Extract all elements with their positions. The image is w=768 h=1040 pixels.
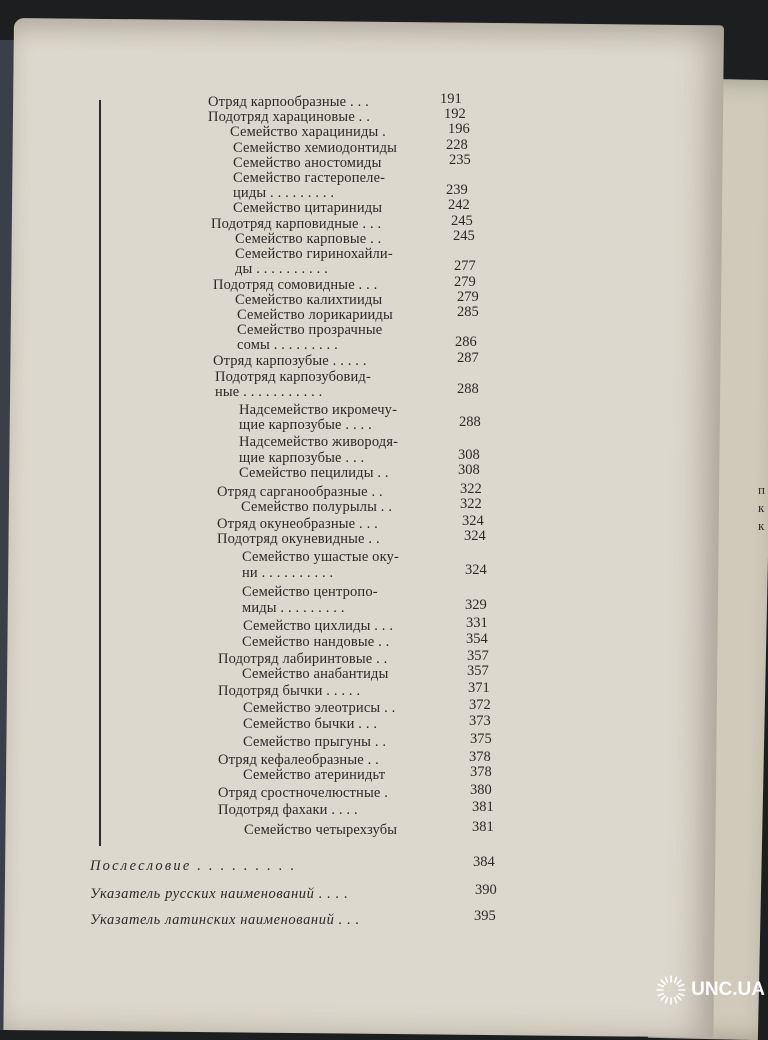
toc-page-number: 331 [466,615,488,631]
toc-entry: щие карпозубые . . . . [239,417,372,433]
toc-page-number: 322 [460,481,482,497]
toc-entry: Семейство карповые . . [235,231,382,247]
toc-page-number: 372 [469,697,491,713]
toc-entry: Подотряд сомовидные . . . [213,277,378,293]
toc-page-number: 381 [472,819,494,835]
toc-entry: Семейство центропо- [242,584,378,600]
toc-page-number: 287 [457,350,479,366]
toc-page-number: 288 [457,381,479,397]
toc-entry: Семейство элеотрисы . . [243,700,396,716]
toc-entry: Отряд окунеобразные . . . [217,516,378,532]
toc-page-number: 378 [470,764,492,780]
toc-entry: Семейство нандовые . . [242,634,390,650]
toc-page-number: 308 [458,447,480,463]
toc-page-number: 375 [470,731,492,747]
toc-entry: сомы . . . . . . . . . [237,337,338,353]
toc-entry: Семейство аностомиды [233,155,382,171]
toc-page-number: 245 [451,213,473,229]
facing-page-fragment: к [758,500,765,515]
toc-page-number: 192 [444,106,466,122]
facing-page-fragment: к [758,518,765,533]
appendix-entry: Послесловие . . . . . . . . . [90,858,297,874]
appendix-entry: Указатель русских наименований . . . . [90,886,349,902]
toc-page-number: 378 [469,749,491,765]
toc-entry: ные . . . . . . . . . . . [215,384,323,400]
toc-entry: Семейство лорикарииды [237,307,393,323]
toc-entry: Семейство полурылы . . [241,499,393,515]
toc-entry: Семейство пецилиды . . [239,465,389,481]
toc-page-number: 239 [446,182,468,198]
toc-page-number: 228 [446,137,468,153]
toc-entry: Семейство прыгуны . . [243,734,387,750]
toc-entry: Семейство цихлиды . . . [243,618,394,634]
toc-entry: Семейство четырехзубы [244,822,398,838]
toc-entry: Семейство анабантиды [242,666,389,682]
toc-entry: щие карпозубые . . . [239,450,365,466]
toc-entry: Семейство атеринидьт [243,767,386,783]
toc-entry: миды . . . . . . . . . [242,600,345,616]
toc-page-number: 288 [459,414,481,430]
toc-page-number: 285 [457,304,479,320]
toc-page-number: 357 [467,648,489,664]
toc-entry: Семейство гастеропеле- [233,170,386,186]
toc-page-number: 242 [448,197,470,213]
toc-entry: Семейство гиринохайли- [235,246,393,262]
toc-page-number: 354 [466,631,488,647]
toc-page-number: 196 [448,121,470,137]
toc-entry: Подотряд харациновые . . [208,109,371,125]
toc-entry: Семейство ушастые оку- [242,549,399,565]
toc-entry: Подотряд карпозубовид- [215,369,371,385]
appendix-page-number: 384 [473,854,495,870]
toc-entry: Отряд сарганообразные . . [217,484,383,500]
watermark-text: UNC.UA [691,979,765,1000]
toc-entry: циды . . . . . . . . . [233,185,335,201]
toc-page-number: 308 [458,462,480,478]
toc-entry: Отряд кефалеобразные . . [218,752,379,768]
toc-entry: Надсемейство икромечу- [239,402,398,418]
toc-page-number: 235 [449,152,471,168]
toc-entry: Семейство прозрачные [237,322,383,338]
toc-page-number: 279 [454,274,476,290]
toc-page-number: 357 [467,663,489,679]
toc-entry: ды . . . . . . . . . . [235,261,328,277]
toc-entry: Семейство харациниды . [230,124,386,140]
toc-page-number: 277 [454,258,476,274]
toc-entry: ни . . . . . . . . . . [242,565,334,581]
toc-page-number: 324 [465,562,487,578]
toc-entry: Семейство калихтииды [235,292,383,308]
toc-page-number: 322 [460,496,482,512]
toc-page-number: 286 [455,334,477,350]
toc-entry: Отряд карпообразные . . . [208,94,369,110]
toc-page-number: 371 [468,680,490,696]
toc-page-number: 373 [469,713,491,729]
toc-page-number: 324 [464,528,486,544]
appendix-entry: Указатель латинских наименований . . . [90,912,360,928]
watermark [655,966,765,1014]
toc-entry: Семейство цитариниды [233,200,383,216]
facing-page-fragment: п [758,482,765,497]
toc-page-number: 279 [457,289,479,305]
toc-vertical-rule [99,100,101,846]
toc-entry: Отряд сростночелюстные . [218,785,388,801]
toc-entry: Подотряд карповидные . . . [211,216,382,232]
toc-entry: Надсемейство живородя- [239,434,399,450]
toc-entry: Подотряд фахаки . . . . [218,802,358,818]
toc-page-number: 191 [440,91,462,107]
sunburst-logo-icon [655,968,687,1012]
toc-entry: Семейство бычки . . . [243,716,378,732]
toc-entry: Подотряд окуневидные . . [217,531,380,547]
toc-page-number: 380 [470,782,492,798]
appendix-page-number: 390 [475,882,497,898]
appendix-page-number: 395 [474,908,496,924]
toc-page-number: 381 [472,799,494,815]
toc-entry: Подотряд бычки . . . . . [218,683,361,699]
toc-entry: Подотряд лабиринтовые . . [218,651,388,667]
toc-page-number: 245 [453,228,475,244]
toc-page-number: 324 [462,513,484,529]
toc-entry: Семейство хемиодонтиды [233,140,398,156]
toc-page-number: 329 [465,597,487,613]
toc-entry: Отряд карпозубые . . . . . [213,353,367,369]
